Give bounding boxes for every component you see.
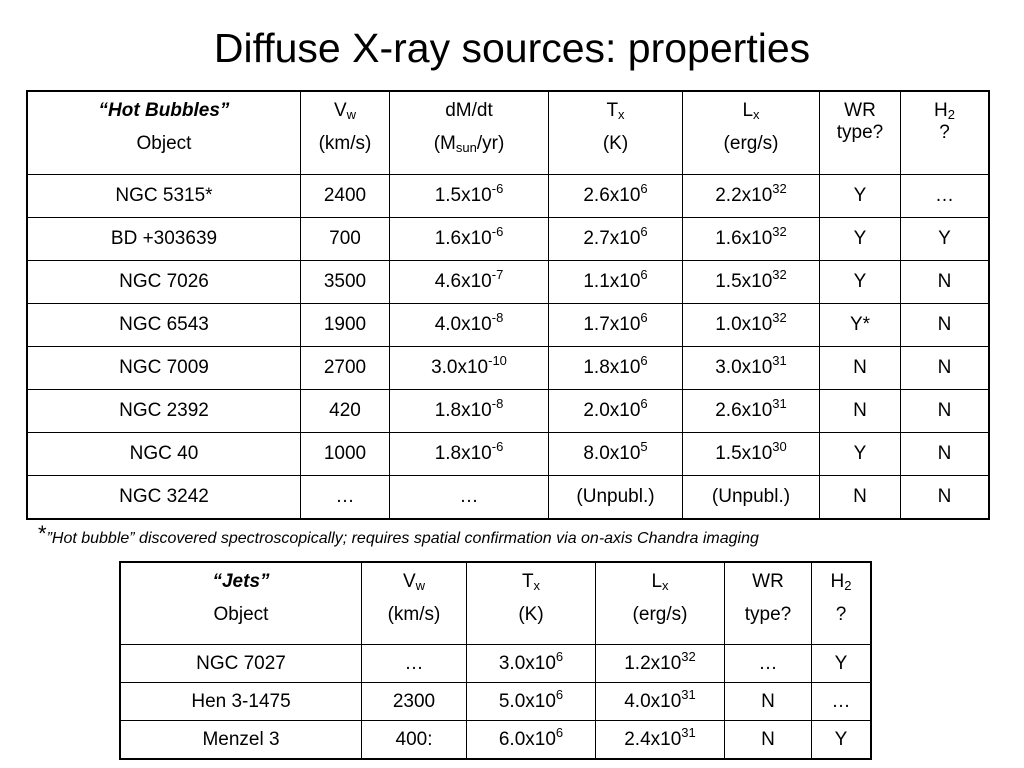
wr-cell-value: Y bbox=[853, 185, 867, 206]
h2-cell-value: N bbox=[937, 357, 952, 378]
wr-cell bbox=[820, 304, 901, 347]
mdot-cell-value: 1.8x10 bbox=[434, 400, 492, 421]
tx-cell-value: 5.0x10 bbox=[498, 690, 556, 712]
lx-cell bbox=[683, 433, 820, 476]
wr-cell-value: … bbox=[758, 652, 778, 674]
wr-label-2: type? bbox=[744, 604, 792, 625]
object-cell bbox=[27, 218, 301, 261]
lx-cell-value: 2.2x10 bbox=[715, 185, 773, 206]
h2-cell bbox=[812, 645, 872, 683]
vw-cell bbox=[362, 683, 467, 721]
mdot-cell bbox=[390, 261, 549, 304]
wr-cell bbox=[725, 683, 812, 721]
vw-cell bbox=[301, 218, 390, 261]
lx-cell-value: 4.0x10 bbox=[624, 690, 682, 712]
lx-cell bbox=[683, 304, 820, 347]
header-vw bbox=[362, 562, 467, 645]
vw-cell-value: 1000 bbox=[323, 443, 367, 464]
vw-cell bbox=[301, 476, 390, 520]
h2-cell bbox=[901, 218, 990, 261]
header-wr bbox=[820, 91, 901, 175]
table-row bbox=[27, 390, 989, 433]
header-tx bbox=[467, 562, 596, 645]
table-row bbox=[120, 645, 871, 683]
lx-cell-value: 1.2x10 bbox=[624, 652, 682, 674]
h2-cell-value: N bbox=[937, 400, 952, 421]
lx-cell bbox=[596, 683, 725, 721]
vw-symbol: V bbox=[333, 100, 347, 121]
wr-cell-value: N bbox=[853, 486, 867, 507]
tx-cell-value: 1.7x10 bbox=[583, 314, 641, 335]
vw-cell-value: 420 bbox=[329, 400, 361, 421]
table-header-row bbox=[120, 562, 871, 645]
mdot-cell-value: 1.8x10 bbox=[434, 443, 492, 464]
vw-cell-value: 2400 bbox=[323, 185, 367, 206]
lx-cell-exponent: 30 bbox=[772, 439, 787, 454]
lx-cell bbox=[596, 645, 725, 683]
object-cell bbox=[27, 390, 301, 433]
tx-symbol: T bbox=[606, 100, 619, 121]
lx-cell-exponent: 32 bbox=[681, 648, 696, 664]
lx-unit: (erg/s) bbox=[723, 133, 779, 154]
tx-cell bbox=[549, 304, 683, 347]
object-cell-value: Hen 3-1475 bbox=[191, 690, 291, 712]
object-cell bbox=[27, 261, 301, 304]
h2-cell bbox=[812, 721, 872, 760]
mdot-cell-value: … bbox=[459, 486, 479, 507]
h2-subscript: 2 bbox=[844, 578, 852, 593]
vw-unit: (km/s) bbox=[318, 133, 372, 154]
vw-cell bbox=[301, 433, 390, 476]
header-object bbox=[120, 562, 362, 645]
object-cell-value: NGC 7026 bbox=[119, 271, 209, 292]
tx-subscript: x bbox=[533, 578, 541, 593]
tx-cell-value: 8.0x10 bbox=[583, 443, 641, 464]
object-label: Object bbox=[213, 604, 269, 625]
h2-cell-value: N bbox=[937, 314, 952, 335]
lx-cell-value: 1.5x10 bbox=[715, 443, 773, 464]
wr-cell bbox=[820, 390, 901, 433]
object-cell-value: NGC 3242 bbox=[119, 486, 209, 507]
table-row bbox=[120, 683, 871, 721]
tx-cell-value: 2.6x10 bbox=[583, 185, 641, 206]
wr-cell bbox=[820, 218, 901, 261]
vw-cell-value: 2300 bbox=[392, 690, 436, 712]
tx-cell-value: 2.7x10 bbox=[583, 228, 641, 249]
lx-unit: (erg/s) bbox=[632, 604, 688, 625]
object-cell-value: BD +303639 bbox=[110, 228, 218, 249]
hot-bubbles-table bbox=[26, 90, 990, 520]
h2-cell bbox=[901, 476, 990, 520]
vw-subscript: w bbox=[415, 578, 426, 593]
mdot-cell-exponent: -6 bbox=[491, 181, 504, 196]
vw-cell-value: 400: bbox=[395, 728, 433, 750]
mdot-cell bbox=[390, 390, 549, 433]
tx-cell-value: 1.1x10 bbox=[583, 271, 641, 292]
vw-cell-value: 1900 bbox=[323, 314, 367, 335]
object-cell bbox=[27, 476, 301, 520]
header-vw bbox=[301, 91, 390, 175]
tx-subscript: x bbox=[618, 107, 625, 122]
mdot-cell-exponent: -8 bbox=[491, 396, 504, 411]
object-cell-value: NGC 40 bbox=[129, 443, 199, 464]
object-cell bbox=[27, 347, 301, 390]
object-cell bbox=[120, 645, 362, 683]
lx-cell bbox=[683, 390, 820, 433]
wr-cell bbox=[820, 261, 901, 304]
vw-cell-value: 700 bbox=[329, 228, 361, 249]
tx-cell-exponent: 6 bbox=[555, 724, 564, 740]
tx-cell-exponent: 6 bbox=[640, 224, 648, 239]
jets-table bbox=[119, 561, 872, 760]
mdot-cell bbox=[390, 476, 549, 520]
mdot-cell-exponent: -6 bbox=[491, 224, 504, 239]
tx-cell-exponent: 6 bbox=[640, 353, 648, 368]
object-cell-value: NGC 6543 bbox=[119, 314, 209, 335]
vw-cell bbox=[301, 347, 390, 390]
tx-cell bbox=[467, 721, 596, 760]
wr-cell bbox=[820, 347, 901, 390]
lx-cell-exponent: 31 bbox=[681, 686, 696, 702]
vw-cell bbox=[301, 261, 390, 304]
wr-label: WR bbox=[844, 100, 876, 121]
page-title: Diffuse X-ray sources: properties bbox=[213, 25, 811, 71]
tx-cell-value: 6.0x10 bbox=[498, 728, 556, 750]
object-cell bbox=[27, 304, 301, 347]
h2-symbol: H bbox=[934, 100, 948, 121]
lx-cell-value: 2.4x10 bbox=[624, 728, 682, 750]
table-row bbox=[120, 721, 871, 760]
tx-cell bbox=[549, 175, 683, 218]
object-cell-value: NGC 7009 bbox=[119, 357, 209, 378]
mdot-cell bbox=[390, 347, 549, 390]
wr-cell bbox=[820, 476, 901, 520]
lx-cell-exponent: 32 bbox=[772, 181, 787, 196]
lx-cell-exponent: 31 bbox=[772, 396, 787, 411]
lx-cell-value: 1.6x10 bbox=[715, 228, 773, 249]
tx-cell bbox=[467, 683, 596, 721]
mdot-cell-exponent: -6 bbox=[491, 439, 504, 454]
mdot-cell-value: 1.5x10 bbox=[434, 185, 492, 206]
mdot-cell bbox=[390, 304, 549, 347]
mdot-cell-value: 4.6x10 bbox=[434, 271, 492, 292]
object-cell-value: NGC 5315* bbox=[115, 185, 213, 206]
lx-cell-exponent: 32 bbox=[772, 310, 787, 325]
wr-cell-value: Y bbox=[853, 271, 867, 292]
h2-symbol: H bbox=[830, 571, 845, 592]
h2-cell-value: … bbox=[831, 690, 851, 712]
h2-cell bbox=[812, 683, 872, 721]
tx-cell-value: 2.0x10 bbox=[583, 400, 641, 421]
mdot-cell-value: 1.6x10 bbox=[434, 228, 492, 249]
lx-cell-exponent: 32 bbox=[772, 224, 787, 239]
h2-cell-value: Y bbox=[938, 228, 951, 249]
hot-bubbles-body bbox=[27, 175, 989, 520]
mdot-cell-exponent: -10 bbox=[488, 353, 507, 368]
lx-cell bbox=[683, 261, 820, 304]
wr-label-2: type? bbox=[836, 122, 884, 143]
h2-cell-value: N bbox=[937, 443, 952, 464]
h2-question: ? bbox=[939, 122, 950, 143]
footnote bbox=[38, 521, 759, 548]
table-row bbox=[27, 304, 989, 347]
vw-cell bbox=[362, 645, 467, 683]
tx-cell bbox=[549, 476, 683, 520]
wr-cell bbox=[725, 721, 812, 760]
tx-cell-value: 3.0x10 bbox=[498, 652, 556, 674]
wr-cell bbox=[820, 175, 901, 218]
mdot-cell bbox=[390, 218, 549, 261]
wr-cell bbox=[820, 433, 901, 476]
vw-cell-value: 2700 bbox=[323, 357, 367, 378]
mdot-cell-exponent: -8 bbox=[491, 310, 504, 325]
lx-cell-exponent: 31 bbox=[772, 353, 787, 368]
object-cell-value: Menzel 3 bbox=[202, 728, 280, 750]
lx-symbol: L bbox=[651, 571, 663, 592]
tx-cell bbox=[467, 645, 596, 683]
tx-unit: (K) bbox=[518, 604, 544, 625]
lx-cell-value: 1.0x10 bbox=[715, 314, 773, 335]
table-row bbox=[27, 347, 989, 390]
h2-cell-value: N bbox=[937, 486, 952, 507]
tx-cell-exponent: 6 bbox=[640, 181, 648, 196]
table-row bbox=[27, 218, 989, 261]
wr-label: WR bbox=[752, 571, 784, 592]
vw-cell-value: … bbox=[404, 652, 424, 674]
footnote-text: ”Hot bubble” discovered spectroscopically; requires spatial confirmation via on-axis Chandra imaging bbox=[46, 530, 759, 547]
tx-symbol: T bbox=[521, 571, 534, 592]
tx-cell bbox=[549, 347, 683, 390]
mdot-symbol: dM/dt bbox=[445, 100, 493, 121]
object-cell bbox=[27, 433, 301, 476]
object-cell bbox=[120, 683, 362, 721]
mdot-cell-value: 4.0x10 bbox=[434, 314, 492, 335]
h2-cell bbox=[901, 390, 990, 433]
tx-unit: (K) bbox=[602, 133, 629, 154]
wr-cell-value: N bbox=[853, 357, 867, 378]
table-row bbox=[27, 175, 989, 218]
footnote-star: * bbox=[38, 521, 47, 546]
lx-cell bbox=[683, 476, 820, 520]
wr-cell-value: Y bbox=[853, 228, 867, 249]
wr-cell-value: N bbox=[761, 728, 775, 750]
vw-unit: (km/s) bbox=[387, 604, 441, 625]
group-label: “Hot Bubbles” bbox=[98, 100, 230, 121]
tx-cell bbox=[549, 433, 683, 476]
h2-cell bbox=[901, 347, 990, 390]
object-cell-value: NGC 2392 bbox=[119, 400, 209, 421]
lx-subscript: x bbox=[662, 578, 669, 593]
table-header-row bbox=[27, 91, 989, 175]
h2-cell bbox=[901, 433, 990, 476]
lx-cell-exponent: 32 bbox=[772, 267, 787, 282]
lx-subscript: x bbox=[753, 107, 760, 122]
vw-cell bbox=[301, 304, 390, 347]
object-cell-value: NGC 7027 bbox=[196, 652, 286, 674]
tx-cell-exponent: 6 bbox=[555, 686, 564, 702]
tx-cell-exponent: 6 bbox=[555, 648, 564, 664]
header-wr bbox=[725, 562, 812, 645]
tx-cell bbox=[549, 218, 683, 261]
tx-cell-exponent: 6 bbox=[640, 267, 648, 282]
tx-cell bbox=[549, 390, 683, 433]
group-label: “Jets” bbox=[212, 571, 270, 592]
lx-symbol: L bbox=[742, 100, 754, 121]
mdot-cell bbox=[390, 175, 549, 218]
tx-cell-value: (Unpubl.) bbox=[576, 486, 655, 507]
mdot-unit-sub: sun bbox=[455, 140, 477, 155]
vw-subscript: w bbox=[346, 107, 357, 122]
object-label: Object bbox=[136, 133, 192, 154]
header-lx bbox=[596, 562, 725, 645]
header-h2 bbox=[901, 91, 990, 175]
mdot-unit-post: /yr) bbox=[476, 133, 505, 154]
lx-cell bbox=[683, 218, 820, 261]
wr-cell-value: N bbox=[761, 690, 775, 712]
tx-cell-value: 1.8x10 bbox=[583, 357, 641, 378]
header-tx bbox=[549, 91, 683, 175]
vw-cell-value: 3500 bbox=[323, 271, 367, 292]
wr-cell-value: Y bbox=[853, 443, 867, 464]
header-object bbox=[27, 91, 301, 175]
lx-cell-value: 3.0x10 bbox=[715, 357, 773, 378]
header-mdot bbox=[390, 91, 549, 175]
h2-cell-value: Y bbox=[834, 652, 848, 674]
lx-cell-value: 2.6x10 bbox=[715, 400, 773, 421]
mdot-cell bbox=[390, 433, 549, 476]
lx-cell-value: (Unpubl.) bbox=[711, 486, 791, 507]
wr-cell-value: N bbox=[853, 400, 867, 421]
h2-subscript: 2 bbox=[947, 107, 955, 122]
h2-cell bbox=[901, 261, 990, 304]
vw-cell bbox=[362, 721, 467, 760]
wr-cell-value: Y* bbox=[849, 314, 871, 335]
h2-cell bbox=[901, 304, 990, 347]
tx-cell-exponent: 5 bbox=[640, 439, 648, 454]
vw-cell bbox=[301, 390, 390, 433]
tx-cell-exponent: 6 bbox=[640, 310, 648, 325]
mdot-unit-pre: (M bbox=[433, 133, 456, 154]
lx-cell bbox=[683, 175, 820, 218]
table-row bbox=[27, 261, 989, 304]
table-row bbox=[27, 433, 989, 476]
object-cell bbox=[27, 175, 301, 218]
header-lx bbox=[683, 91, 820, 175]
mdot-cell-value: 3.0x10 bbox=[431, 357, 489, 378]
wr-cell bbox=[725, 645, 812, 683]
jets-body bbox=[120, 645, 871, 760]
vw-symbol: V bbox=[402, 571, 416, 592]
vw-cell-value: … bbox=[335, 486, 355, 507]
mdot-cell-exponent: -7 bbox=[491, 267, 504, 282]
h2-cell-value: … bbox=[935, 185, 954, 206]
h2-cell bbox=[901, 175, 990, 218]
h2-question: ? bbox=[835, 604, 847, 625]
lx-cell bbox=[596, 721, 725, 760]
lx-cell-exponent: 31 bbox=[681, 724, 696, 740]
table-row bbox=[27, 476, 989, 520]
lx-cell bbox=[683, 347, 820, 390]
tx-cell-exponent: 6 bbox=[640, 396, 648, 411]
h2-cell-value: Y bbox=[834, 728, 848, 750]
object-cell bbox=[120, 721, 362, 760]
lx-cell-value: 1.5x10 bbox=[715, 271, 773, 292]
tx-cell bbox=[549, 261, 683, 304]
vw-cell bbox=[301, 175, 390, 218]
header-h2 bbox=[812, 562, 872, 645]
h2-cell-value: N bbox=[937, 271, 952, 292]
